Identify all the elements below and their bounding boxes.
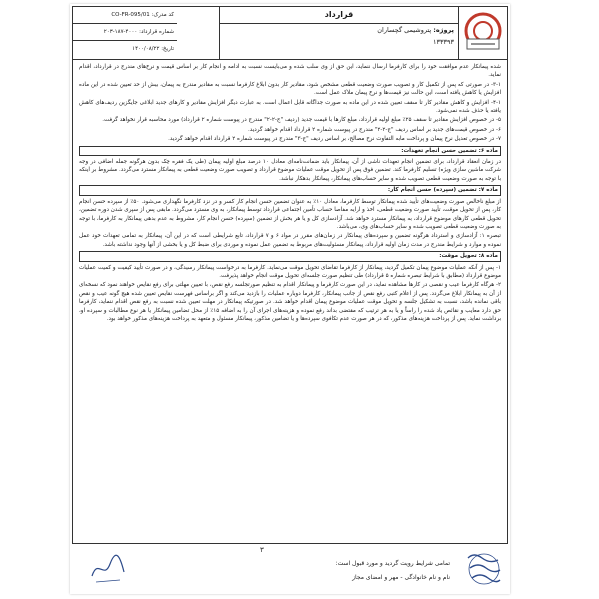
signature-icon (88, 550, 128, 588)
paragraph: در زمان انعقاد قرارداد، برای تضمین انجام تعهدات ناشی از آن، پیمانکار باید ضمانت‌نامه‌ای معادل ۱۰ درصد مبلغ اولیه پیمان (طی یک فقره چک بدون هرگونه جمله اضافی در وجه شرکت ماشین سازی ویژه) تسلیم کارفرما کند. تضمین فوق پس از تحویل موقت عملیات موضوع قرارداد و تصویب صورت وضعیت قطعی به پیمانکار مسترد می‌گردد. مشروط بر اینکه با توجه به صورت وضعیت قطعی تصویب شده و سایر حساب‌های پیمانکار، پیمانکار بدهکار نباشد. (79, 159, 501, 182)
paragraph: شده پیمانکار عدم موافقت خود را برای کارفرما ارسال ننماید، این حق از وی سلب شده و می‌بایست نسبت به ادامه و انجام کار بر اساس قیمت و نرخ‌های مندرج در قرارداد، اقدام نماید. (79, 64, 501, 79)
paragraph: ۶- در خصوص قیمت‌های جدید بر اساس ردیف "ج-۲-۲" مندرج در پیوست شماره ۲ قرارداد اقدام خواهد گردید. (248, 126, 501, 133)
header-title-block (219, 7, 459, 59)
paragraph: ۵- در خصوص افزایش مقادیر تا سقف ۲۵٪ مبلغ اولیه قرارداد، مبلغ کارها با قیمت جدید (ردیف "ج-۲-۲" مندرج در پیوست شماره ۲ قرارداد) مورد محاسبه قرار نخواهد گرفت. (102, 117, 501, 124)
paragraph: ۷- در خصوص تعدیل نرخ پیمان و پرداخت مابه التفاوت نرخ مصالح، بر اساس ردیف "ج-۳" مندرج در پیوست شماره ۲ قرارداد اقدام خواهد گردید. (168, 136, 501, 143)
document-header (73, 7, 507, 60)
paragraph-note: تبصره ۱: آزادسازی و استرداد هرگونه تضمین و سپرده‌های پیمانکار در زمان‌های مقرر در مواد ۶ و ۷ قرارداد، تابع شرایطی است که در این آن، پیمانکار به تمامی تعهدات خود عمل نموده و موارد و شرایط مندرج در مدت زمان اولیه قرارداد، پیمانکار مسئولیت‌های مربوط به تضمین عمل نموده و موردی برای ضبط کل و یا بخشی از آنها وجود نداشته باشد. (79, 233, 501, 248)
contract-date: تاریخ: ۱۴۰۰/۰۸/۲۲ (132, 46, 174, 52)
paragraph: ۱- پس از آنکه عملیات موضوع پیمان تکمیل گردید، پیمانکار از کارفرما تقاضای تحویل موقت می‌نماید. کارفرما به درخواست پیمانکار رسیدگی، و در صورت تأیید کیفیت و کمیت عملیات موضوع قرارداد (مطابق با شرایط تبصره شماره ۵ قرارداد) طی تنظیم صورت جلسه‌ای تحویل موقت انجام خواهد پذیرفت. (79, 264, 501, 279)
paragraph: از مبلغ ناخالص صورت وضعیت‌های تأیید شده پیمانکار توسط کارفرما، معادل ۱۰٪ به عنوان تضمین حسن انجام کار کسر و در نزد کارفرما نگهداری می‌شود. ۵۰٪ از سپرده حسن انجام کار، پس از تحویل موقت، تأیید صورت وضعیت قطعی، اخذ و ارایه مفاصا حساب تأمین اجتماعی قرارداد توسط پیمانکار، به وی مسترد می‌گردد. مابقی پس از سپری شدن دوره تضمین، تحویل قطعی کارهای موضوع قرارداد، به پیمانکار مسترد خواهد شد. آزادسازی کل و یا هر بخش از تضمین (سپرده) حسن انجام کار، مشروط به عدم بدهی پیمانکار به کارفرما، با توجه به صورت وضعیت قطعی تصویب شده و سایر حساب‌های وی، می‌باشد. (79, 198, 501, 230)
section-heading-article-6: ماده ۶: تضمین حسن انجام تعهدات: (79, 146, 501, 156)
project-label: پروژه: (433, 26, 454, 34)
page-frame (72, 6, 508, 544)
footer-signature-text: نام و نام خانوادگی - مهر و امضای مجاز (352, 574, 450, 581)
paragraph: ۳-۱- در صورتی که پس از تکمیل کار و تصویب صورت وضعیت قطعی مشخص شود، مقادیر کار بدون ابلاغ کارفرما نسبت به مقادیر مندرج به پیمان، بیش از حد تعیین شده در این ماده افزایش یا کاهش یافته است، این حالت نیز قیمت‌ها و نرخ پیمان ملاک عمل است. (79, 81, 501, 97)
document-footer (70, 544, 510, 592)
company-logo-icon (461, 9, 505, 55)
header-meta-block (73, 7, 177, 59)
document-page (70, 4, 510, 594)
project-number: ۱۳۳۳۹۳ (433, 38, 454, 46)
page-number: ۳ (260, 546, 264, 554)
footer-acceptance-text: تمامی شرایط رویت گردید و مورد قبول است: (335, 560, 450, 567)
contract-number: شماره قرارداد: ۴۰۰۰-۱۸۷-۲۰۳ (73, 24, 177, 41)
project-line (220, 24, 458, 36)
paragraph: ۲- هرگاه کارفرما عیب و نقصی در کارها مشاهده نماید، در این صورت کارفرما و پیمانکار اقدام به تنظیم صورتجلسه رفع نقص، با تعیین مهلتی برای رفع نقایص خواهند نمود که نسخه‌ای از آن به پیمانکار ابلاغ می‌گردد. پس از اعلام کتبی رفع نقص از جانب پیمانکار، کارفرما دوباره عملیات را بازدید می‌کند و اگر براساس فهرست نقایص تعیین شده هیچ گونه عیب و نقص باقی نمانده باشد، نسبت به تشکیل جلسه و تحویل موقت عملیات موضوع پیمان اقدام خواهد شد. در صورتیکه پیمانکار در مهلت تعیین شده نسبت به رفع نقص اقدام ننماید، کارفرما حق دارد معایب و نقائص یاد شده را راساً و یا به هر ترتیب که مقتضی بداند رفع نموده و هزینه‌های اجرای آن را به اضافه ۱۵٪ از محل تضامین پیمانکار یا هر نوع مطالبات و سپرده او، برداشت نماید. پس از پرداخت هزینه‌های مذکور، که در هر صورت عدم تکافوی سپرده‌ها و یا تضامین مذکور، پیمانکار مسئول و متعهد به پرداخت هزینه‌های مذکور خواهد بود. (79, 282, 501, 322)
section-heading-article-8: ماده ۸: تحویل موقت: (79, 251, 501, 261)
document-title: قرارداد (220, 7, 458, 24)
doc-code: کد مدرک: CO-FR-095/01 (73, 7, 177, 24)
paragraph: ۴-۱- افزایش و کاهش مقادیر کار تا سقف تعیین شده در این ماده به صورت جداگانه قابل اعمال است. به عبارت دیگر افزایش مقادیر و کارهای جدید ابلاغی جایگزین ردیف‌های کاهش یافته یا حذف شده نمی‌شود. (79, 99, 501, 115)
project-value: پتروشیمی گچساران (377, 26, 432, 34)
document-body (79, 63, 501, 324)
seal-icon (464, 550, 504, 588)
section-heading-article-7: ماده ۷: تضمین (سپرده) حسن انجام کار: (79, 185, 501, 195)
